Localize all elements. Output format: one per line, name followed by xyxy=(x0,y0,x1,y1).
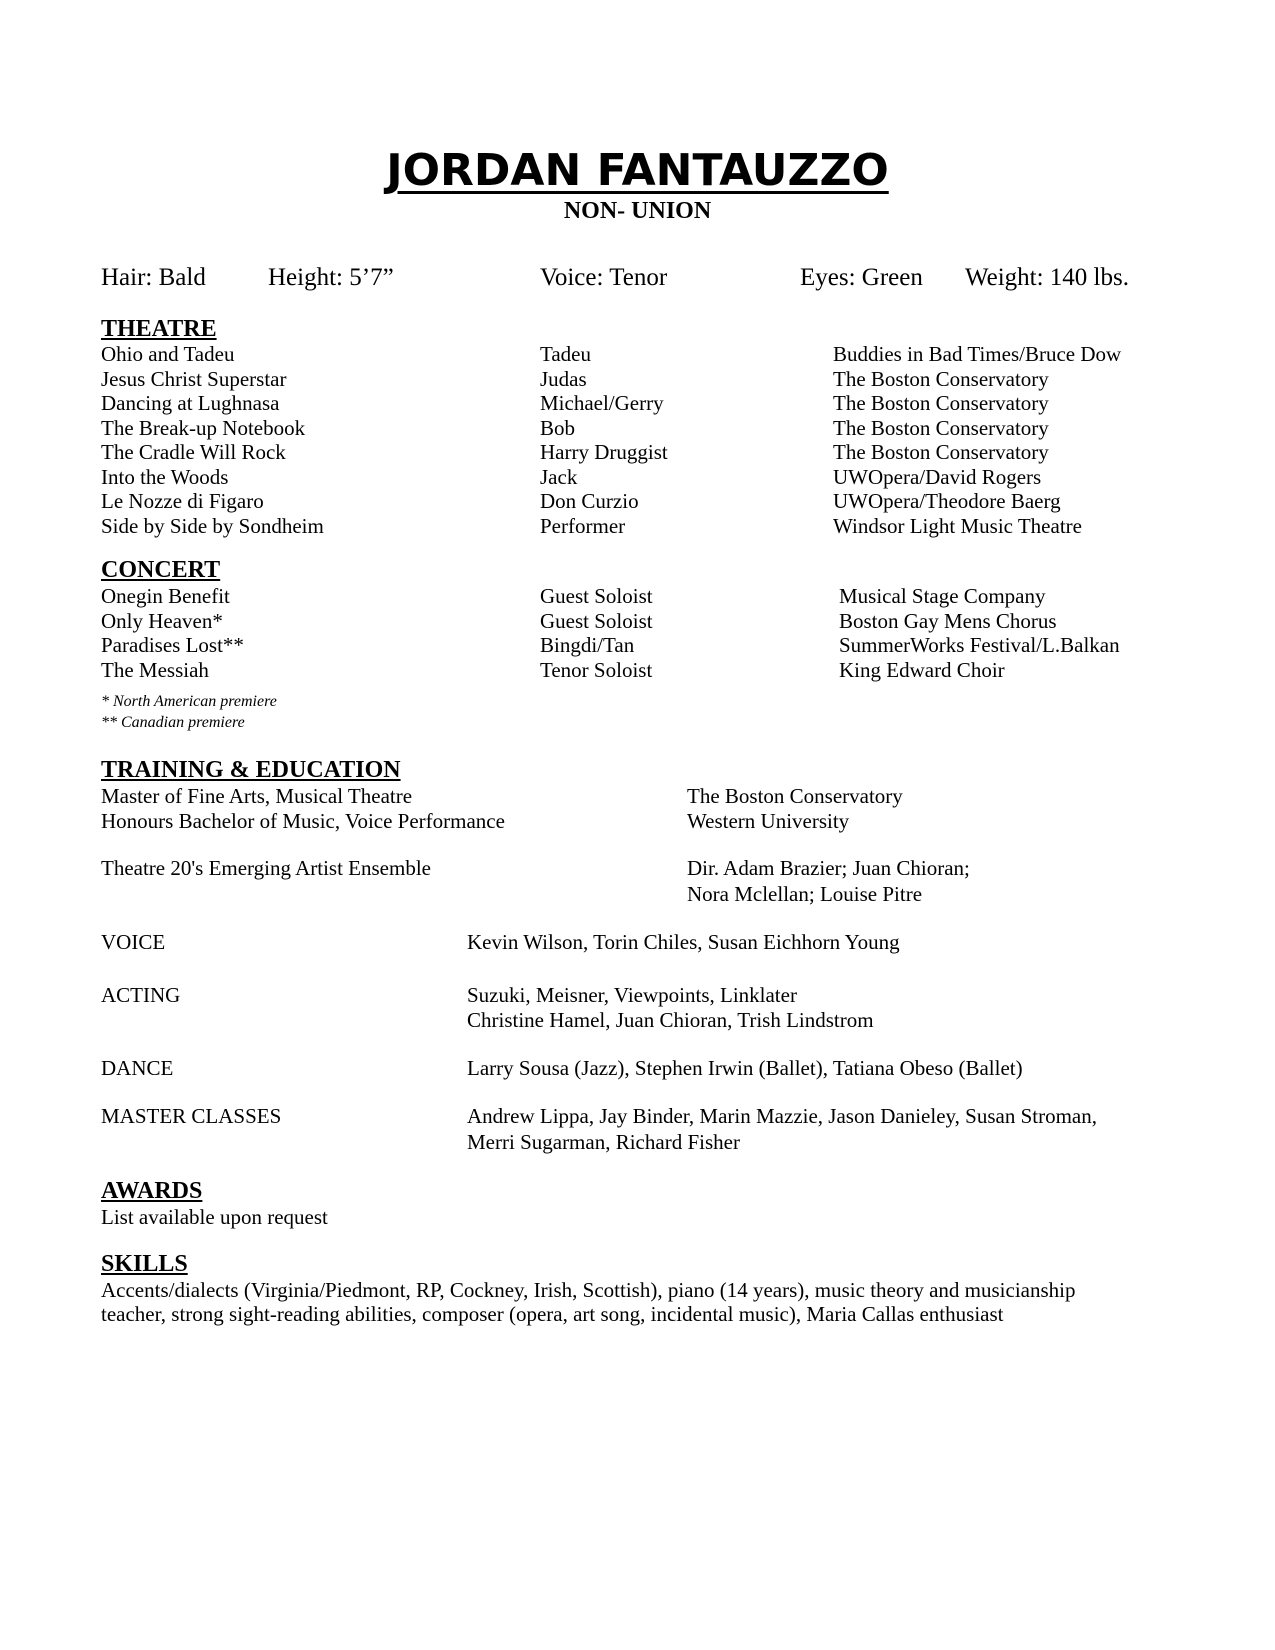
dance-teachers: Larry Sousa (Jazz), Stephen Irwin (Ballet), Tatiana Obeso (Ballet) xyxy=(467,1056,1023,1080)
concert-credit-company: King Edward Choir xyxy=(839,657,1005,682)
skills-line1: Accents/dialects (Virginia/Piedmont, RP, Cockney, Irish, Scottish), piano (14 years), music theory and musicianship xyxy=(101,1278,1076,1302)
theatre-credit-show: The Break-up Notebook xyxy=(101,415,306,440)
concert-credit-company: Musical Stage Company xyxy=(839,584,1046,608)
concert-credit-show: Paradises Lost** xyxy=(101,633,244,657)
theatre-credit-show: Jesus Christ Superstar xyxy=(101,366,287,391)
ensemble-directors-line2: Nora Mclellan; Louise Pitre xyxy=(687,882,923,906)
union-status: NON- UNION xyxy=(563,198,712,224)
concert-heading: CONCERT xyxy=(101,557,221,583)
acting-teachers: Christine Hamel, Juan Chioran, Trish Lindstrom xyxy=(467,1008,874,1032)
degree-mfa: Master of Fine Arts, Musical Theatre xyxy=(101,784,413,808)
stat-voice: Voice: Tenor xyxy=(540,264,668,291)
degree-mfa-school: The Boston Conservatory xyxy=(687,784,903,808)
theatre-credit-role: Bob xyxy=(540,415,576,440)
theatre-credit-role: Jack xyxy=(540,464,578,489)
theatre-credit-company: The Boston Conservatory xyxy=(833,415,1049,440)
master-classes-line2: Merri Sugarman, Richard Fisher xyxy=(467,1130,740,1154)
concert-credit-role: Bingdi/Tan xyxy=(540,633,635,657)
theatre-credit-company: The Boston Conservatory xyxy=(833,391,1049,415)
stat-eyes: Eyes: Green xyxy=(800,264,923,291)
theatre-credit-role: Don Curzio xyxy=(540,489,639,513)
theatre-credit-role: Tadeu xyxy=(540,342,592,366)
awards-text: List available upon request xyxy=(101,1205,328,1229)
concert-credit-role: Guest Soloist xyxy=(540,584,653,608)
concert-credit-company: SummerWorks Festival/L.Balkan xyxy=(839,633,1120,657)
dance-label: DANCE xyxy=(101,1056,174,1080)
acting-label: ACTING xyxy=(101,983,181,1007)
master-classes-line1: Andrew Lippa, Jay Binder, Marin Mazzie, Jason Danieley, Susan Stroman, xyxy=(467,1104,1097,1128)
theatre-credit-company: The Boston Conservatory xyxy=(833,366,1049,391)
ensemble-directors-line1: Dir. Adam Brazier; Juan Chioran; xyxy=(687,856,970,880)
actor-name: JORDAN FANTAUZZO xyxy=(386,145,889,196)
theatre-credit-show: Dancing at Lughnasa xyxy=(101,391,280,415)
concert-credit-show: The Messiah xyxy=(101,657,209,682)
theatre-credit-company: The Boston Conservatory xyxy=(833,440,1049,464)
master-classes-label: MASTER CLASSES xyxy=(101,1104,282,1128)
ensemble-name: Theatre 20's Emerging Artist Ensemble xyxy=(101,856,431,880)
skills-heading: SKILLS xyxy=(101,1251,188,1277)
voice-teachers: Kevin Wilson, Torin Chiles, Susan Eichhorn Young xyxy=(467,930,900,954)
theatre-credit-role: Harry Druggist xyxy=(540,440,668,464)
theatre-credit-role: Michael/Gerry xyxy=(540,391,664,415)
concert-credit-role: Guest Soloist xyxy=(540,608,653,633)
theatre-credit-company: UWOpera/Theodore Baerg xyxy=(833,489,1061,513)
degree-bmus: Honours Bachelor of Music, Voice Performance xyxy=(101,809,505,833)
concert-credit-company: Boston Gay Mens Chorus xyxy=(839,608,1057,633)
footnote-north-american: * North American premiere xyxy=(101,693,277,710)
stat-weight: Weight: 140 lbs. xyxy=(965,264,1129,291)
acting-methods: Suzuki, Meisner, Viewpoints, Linklater xyxy=(467,983,797,1007)
theatre-credit-show: Ohio and Tadeu xyxy=(101,342,235,366)
awards-heading: AWARDS xyxy=(101,1178,203,1204)
theatre-credit-company: Windsor Light Music Theatre xyxy=(833,513,1082,538)
theatre-credit-company: Buddies in Bad Times/Bruce Dow xyxy=(833,342,1122,366)
theatre-credit-role: Judas xyxy=(540,366,587,391)
stat-height: Height: 5’7” xyxy=(268,264,394,291)
theatre-credit-role: Performer xyxy=(540,513,626,538)
theatre-credit-show: The Cradle Will Rock xyxy=(101,440,286,464)
theatre-credit-show: Into the Woods xyxy=(101,464,229,489)
theatre-credit-company: UWOpera/David Rogers xyxy=(833,464,1042,489)
theatre-heading: THEATRE xyxy=(101,316,217,342)
stat-hair: Hair: Bald xyxy=(101,264,206,291)
degree-bmus-school: Western University xyxy=(687,809,850,833)
theatre-credit-show: Side by Side by Sondheim xyxy=(101,513,324,538)
concert-credit-show: Only Heaven* xyxy=(101,608,223,633)
concert-credit-show: Onegin Benefit xyxy=(101,584,230,608)
skills-line2: teacher, strong sight-reading abilities, composer (opera, art song, incidental music), Maria Callas enthusiast xyxy=(101,1302,1004,1326)
training-heading: TRAINING & EDUCATION xyxy=(101,757,401,783)
voice-label: VOICE xyxy=(101,930,166,954)
theatre-credit-show: Le Nozze di Figaro xyxy=(101,489,264,513)
concert-credit-role: Tenor Soloist xyxy=(540,657,653,682)
footnote-canadian: ** Canadian premiere xyxy=(101,714,245,731)
